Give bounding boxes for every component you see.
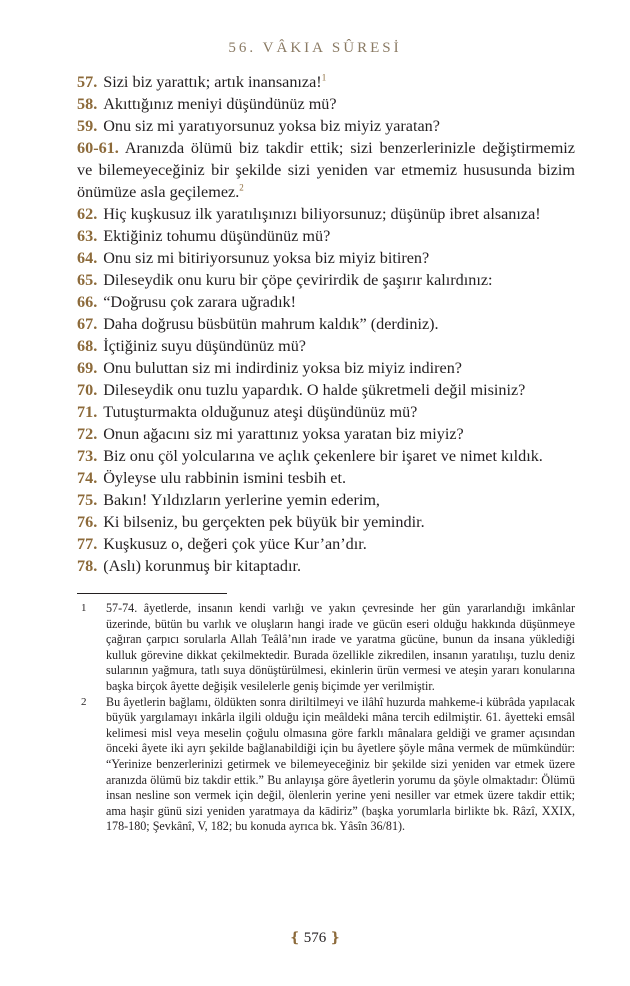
verse-text: Aranızda ölümü biz takdir ettik; sizi benzerlerinizle değiştirmemiz ve bilemeyeceğiniz bir şekilde sizi yeniden var etmemiz hususunda bizim önümüze asla geçilemez.: [77, 139, 575, 201]
footnote-separator: [77, 593, 227, 594]
verse-number: 71.: [77, 403, 98, 421]
verse-number: 58.: [77, 95, 98, 113]
verse-number: 69.: [77, 359, 98, 377]
verse-number: 59.: [77, 117, 98, 135]
footnote-ref-1[interactable]: 1: [321, 72, 327, 83]
verse-63: [77, 225, 575, 247]
verse-74: [77, 467, 575, 489]
verse-69: [77, 357, 575, 379]
verse-58: [77, 93, 575, 115]
footnotes: [77, 601, 575, 835]
verse-number: 66.: [77, 293, 98, 311]
verse-68: [77, 335, 575, 357]
footnote-text: 57-74. âyetlerde, insanın kendi varlığı ve yakın çevresinde her gün yararlandığı imkânlar üzerinde, bütün bu varlık ve oluşların hangi irade ve gücün eseri olduğu hakkında düşünmeye çağıran çarpıcı sorularla Allah Teâlâ’nın irade ve yaratma gücüne, bunun da insana yüklediği kulluk görevine dikkat çekilmektedir. Burada özellikle zikredilen, insanın yaratılışı, tuzlu deniz sularının yağmura, tatlı suya dönüştürülmesi, ekinlerin ürün vermesi ve ateşin yararı konularına başka birçok âyette değişik vesilelerle geniş biçimde yer verilmiştir.: [106, 601, 575, 693]
verse-76: [77, 511, 575, 533]
verse-62: [77, 203, 575, 225]
ornament-right-icon: ❵: [329, 931, 341, 946]
verse-77: [77, 533, 575, 555]
verse-71: [77, 401, 575, 423]
verse-text: Öyleyse ulu rabbinin ismini tesbih et.: [103, 469, 347, 487]
verse-number: 70.: [77, 381, 98, 399]
verse-65: [77, 269, 575, 291]
verse-text: Onu siz mi yaratıyorsunuz yoksa biz miyiz yaratan?: [103, 117, 440, 135]
page-number-text: 576: [303, 930, 327, 946]
footnote-number: 2: [81, 695, 87, 708]
verse-text: Sizi biz yarattık; artık inansanıza!: [103, 73, 322, 91]
verse-70: [77, 379, 575, 401]
verse-list: [77, 71, 575, 577]
footnote-1: [77, 601, 575, 695]
verse-number: 57.: [77, 73, 98, 91]
verse-number: 68.: [77, 337, 98, 355]
verse-78: [77, 555, 575, 577]
page-number: [0, 930, 630, 947]
verse-text: Dileseydik onu kuru bir çöpe çevirirdik de şaşırır kalırdınız:: [103, 271, 493, 289]
verse-number: 67.: [77, 315, 98, 333]
verse-number: 73.: [77, 447, 98, 465]
footnote-ref-2[interactable]: 2: [239, 182, 244, 193]
verse-text: Onun ağacını siz mi yarattınız yoksa yaratan biz miyiz?: [103, 425, 464, 443]
verse-59: [77, 115, 575, 137]
ornament-left-icon: ❴: [289, 931, 301, 946]
verse-number: 60-61.: [77, 139, 119, 157]
page-header: 56. VÂKIA SÛRESİ: [228, 40, 402, 56]
verse-text: Onu siz mi bitiriyorsunuz yoksa biz miyiz bitiren?: [103, 249, 430, 267]
verse-text: Hiç kuşkusuz ilk yaratılışınızı biliyorsunuz; düşünüp ibret alsanıza!: [103, 205, 541, 223]
verse-text: Kuşkusuz o, değeri çok yüce Kur’an’dır.: [103, 535, 367, 553]
verse-number: 77.: [77, 535, 98, 553]
verse-number: 74.: [77, 469, 98, 487]
verse-text: Ki bilseniz, bu gerçekten pek büyük bir yemindir.: [103, 513, 425, 531]
verse-72: [77, 423, 575, 445]
footnote-2: [77, 695, 575, 835]
verse-67: [77, 313, 575, 335]
verse-text: (Aslı) korunmuş bir kitaptadır.: [103, 557, 302, 575]
verse-text: Biz onu çöl yolcularına ve açlık çekenlere bir işaret ve nimet kıldık.: [103, 447, 543, 465]
verse-text: Dileseydik onu tuzlu yapardık. O halde şükretmeli değil misiniz?: [103, 381, 526, 399]
verse-text: Akıttığınız meniyi düşündünüz mü?: [103, 95, 337, 113]
verse-text: “Doğrusu çok zarara uğradık!: [103, 293, 297, 311]
verse-73: [77, 445, 575, 467]
verse-number: 72.: [77, 425, 98, 443]
verse-57: [77, 71, 575, 93]
verse-66: [77, 291, 575, 313]
verse-number: 64.: [77, 249, 98, 267]
verse-75: [77, 489, 575, 511]
verse-text: Tutuşturmakta olduğunuz ateşi düşündünüz mü?: [103, 403, 418, 421]
verse-64: [77, 247, 575, 269]
verse-text: Bakın! Yıldızların yerlerine yemin ederim,: [103, 491, 380, 509]
verse-number: 63.: [77, 227, 98, 245]
verse-text: İçtiğiniz suyu düşündünüz mü?: [103, 337, 306, 355]
verse-60-61: [77, 137, 575, 203]
verse-number: 62.: [77, 205, 98, 223]
footnote-text: Bu âyetlerin bağlamı, öldükten sonra diriltilmeyi ve ilâhî huzurda mahkeme-i kübrâda yapılacak büyük yargılamayı inkârla ilgili olduğu için meâldeki mâna tercih edilmiştir. 61. âyetteki emsâl kelimesi misl veya meselin çoğulu olmasına göre farklı mânalara geldiği ve gramer açısından önceki âyete iki ayrı şekilde bağlanabildiği için bu âyetlere şöyle mâna vermek de mümkündür: “Yerinize benzerlerinizi getirmek ve bilemeyeceğiniz bir şekilde sizi yeniden var etmek üzere aranızda ölümü biz takdir ettik.” Bu anlayışa göre âyetlerin yorumu da şöyle olmaktadır: Ölümü insan nesline son vermek için değil, ölenlerin yerine yeni nesiller var etmek üzere takdir ettik; ama haşir günü sizi yeniden yaratmaya da kādiriz” (başka yorumlarla birlikte bk. Râzî, XXIX, 178-180; Şevkânî, V, 182; bu konuda ayrıca bk. Yâsîn 36/81).: [106, 694, 575, 834]
verse-number: 78.: [77, 557, 98, 575]
verse-number: 65.: [77, 271, 98, 289]
verse-number: 75.: [77, 491, 98, 509]
verse-text: Daha doğrusu büsbütün mahrum kaldık” (derdiniz).: [103, 315, 439, 333]
verse-number: 76.: [77, 513, 98, 531]
verse-text: Onu buluttan siz mi indirdiniz yoksa biz miyiz indiren?: [103, 359, 462, 377]
footnote-number: 1: [81, 602, 87, 614]
verse-text: Ektiğiniz tohumu düşündünüz mü?: [103, 227, 331, 245]
